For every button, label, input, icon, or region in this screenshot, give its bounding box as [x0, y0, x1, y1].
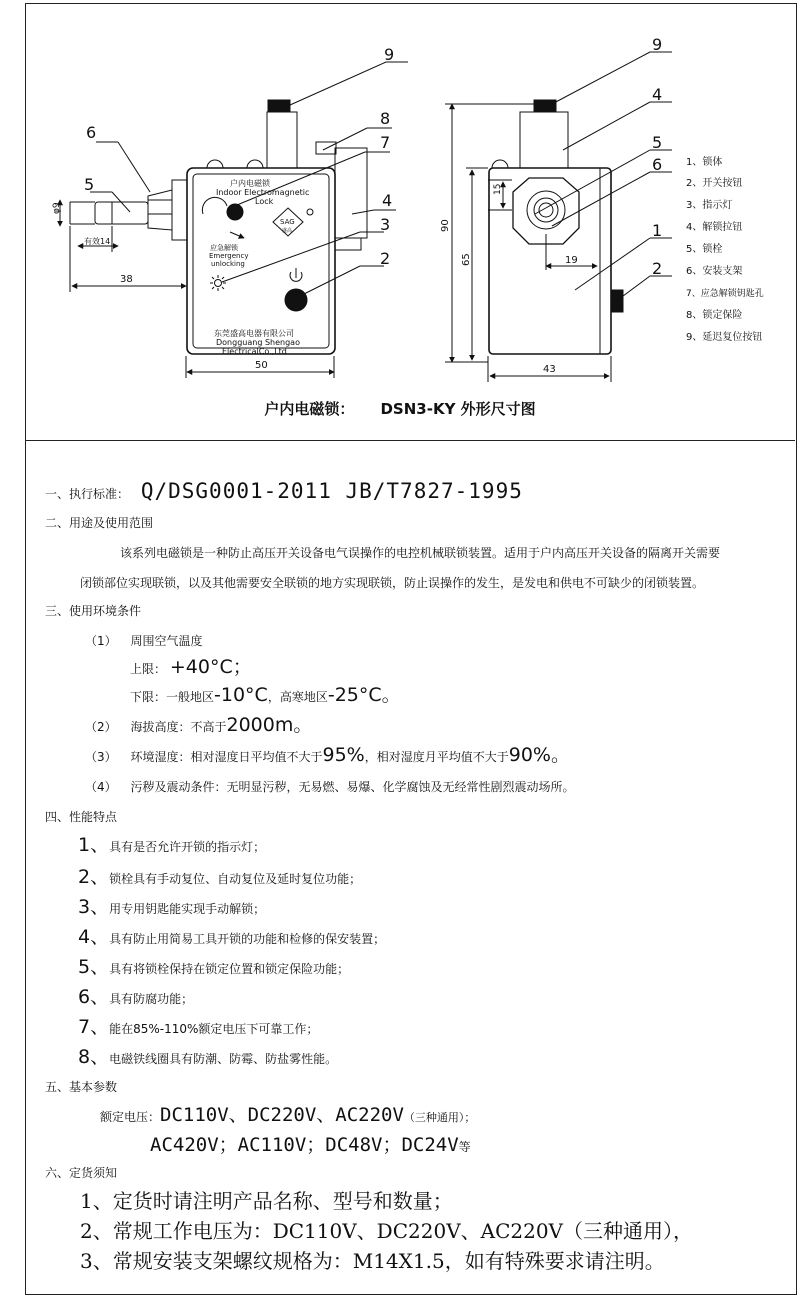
- standard-row: [45, 479, 523, 503]
- env-lower-v2: -25°C。: [327, 684, 401, 706]
- callout-5-front: 5: [84, 175, 95, 194]
- dim-65: 65: [461, 253, 472, 266]
- dim-14: 有效14: [84, 237, 111, 246]
- order-title: 六、定货须知: [45, 1166, 118, 1180]
- side-lock-body: [489, 168, 611, 354]
- logo-text: SAG: [280, 218, 295, 226]
- order-item-2: 2、常规工作电压为：DC110V、DC220V、AC220V（三种通用），: [80, 1219, 693, 1243]
- feature-num: 4、: [78, 926, 110, 948]
- maker-en1: Dongguang Shengao: [216, 338, 300, 347]
- reset-button-housing: [267, 112, 297, 168]
- feature-item: [78, 926, 386, 948]
- feature-item: [78, 986, 194, 1008]
- usage-para-2: 闭锁部位实现联锁，以及其他需要安全联锁的地方实现联锁，防止误操作的发生，是发电和供电不可缺少的闭锁装置。: [80, 576, 705, 590]
- section-divider: [25, 440, 795, 441]
- dim-50: 50: [255, 360, 268, 371]
- legend-item: 6、安装支架: [686, 266, 743, 277]
- env-temp-text: 周围空气温度: [130, 634, 203, 648]
- feature-text: 能在85%-110%额定电压下可靠工作；: [109, 1022, 319, 1036]
- legend-item: 7、应急解锁钥匙孔: [686, 289, 764, 299]
- usage-para-1: 该系列电磁锁是一种防止高压开关设备电气误操作的电控机械联锁装置。适用于户内高压开关设备的隔离开关需要: [120, 546, 721, 560]
- callout-4-front: 4: [382, 191, 393, 210]
- feature-item: [78, 834, 266, 856]
- order-item-3: 3、常规安装支架螺纹规格为：M14X1.5，如有特殊要求请注明。: [80, 1249, 665, 1273]
- dim-19: 19: [565, 255, 578, 266]
- env-humidity-row: [85, 744, 570, 766]
- env-lower-v1: -10°C: [214, 684, 268, 706]
- env-altitude-label: 海拔高度：不高于: [130, 720, 227, 734]
- legend-item: 8、锁定保险: [686, 310, 743, 321]
- feature-item: [78, 1016, 319, 1038]
- env-pollution-num: （4）: [85, 780, 117, 794]
- params-note: （三种通用）；: [403, 1111, 476, 1124]
- env-upper-label: 上限：: [130, 662, 167, 676]
- callout-6-side: 6: [652, 155, 663, 174]
- legend-item: 4、解锁拉钮: [686, 222, 743, 233]
- callout-7-front: 7: [380, 133, 391, 152]
- dim-phi9: φ9: [52, 202, 62, 214]
- parts-legend: [686, 155, 764, 343]
- front-side-box: [335, 148, 367, 238]
- legend-item: 5、锁栓: [686, 244, 723, 255]
- feature-item: [78, 956, 350, 978]
- logo-sub: 盛高: [282, 228, 293, 234]
- callout-9-side: 9: [652, 35, 663, 54]
- env-lower-row: [130, 684, 401, 706]
- feature-num: 5、: [78, 956, 110, 978]
- callout-2-side: 2: [652, 259, 663, 278]
- env-title: 三、使用环境条件: [45, 604, 142, 618]
- env-altitude-row: [85, 714, 313, 736]
- legend-item: 9、延迟复位按钮: [686, 332, 763, 343]
- feature-text: 具有防腐功能；: [109, 992, 194, 1006]
- feature-num: 8、: [78, 1046, 110, 1068]
- params-row-2: [150, 1134, 471, 1156]
- switch-button: [285, 289, 307, 311]
- unlock-en1: Emergency: [209, 252, 249, 260]
- callout-8-front: 8: [380, 109, 391, 128]
- lock-bolt: [95, 202, 148, 224]
- unlock-cn: 应急解锁: [210, 244, 238, 252]
- dim-38: 38: [120, 274, 133, 285]
- env-humidity-mid: ，相对湿度月平均值不大于: [364, 750, 509, 764]
- feature-item: [78, 866, 362, 888]
- plate-line2: Indoor Electromagnetic: [216, 188, 310, 197]
- plate-line3: Lock: [255, 197, 274, 206]
- params-voltages-1: DC110V、DC220V、AC220V: [160, 1104, 404, 1126]
- callout-9-front: 9: [384, 45, 395, 64]
- env-temp-num: （1）: [85, 634, 117, 648]
- env-pollution-text: 污秽及震动条件：无明显污秽，无易燃、易爆、化学腐蚀及无经常性剧烈震动场所。: [130, 780, 575, 794]
- env-humidity-label: 环境湿度：相对湿度日平均值不大于: [130, 750, 323, 764]
- dimension-drawing: [0, 0, 800, 440]
- callout-1-side: 1: [652, 221, 663, 240]
- callout-2-front: 2: [380, 249, 391, 268]
- dim-43: 43: [543, 364, 556, 375]
- feature-text: 具有防止用简易工具开锁的功能和检修的保安装置；: [109, 932, 386, 946]
- maker-en2: ElectricalCo.,Ltd: [222, 347, 287, 356]
- feature-text: 电磁铁线圈具有防潮、防霉、防盐雾性能。: [109, 1052, 338, 1066]
- feature-text: 具有是否允许开锁的指示灯；: [109, 840, 266, 854]
- env-pollution-row: [85, 780, 574, 794]
- params-title: 五、基本参数: [45, 1080, 118, 1094]
- callout-4-side: 4: [652, 85, 663, 104]
- feature-text: 锁栓具有手动复位、自动复位及延时复位功能；: [109, 872, 362, 886]
- legend-item: 1、锁体: [686, 157, 723, 168]
- dim-90: 90: [440, 219, 451, 232]
- env-altitude-value: 2000m。: [226, 714, 313, 736]
- maker-cn: 东莞盛高电器有限公司: [214, 329, 294, 338]
- env-altitude-num: （2）: [85, 720, 117, 734]
- legend-item: 2、开关按钮: [686, 178, 743, 189]
- dim-15: 15: [493, 183, 503, 195]
- env-temp-row: [85, 634, 202, 648]
- feature-text: 用专用钥匙能实现手动解锁；: [109, 902, 266, 916]
- env-upper-value: +40°C；: [169, 656, 252, 678]
- callout-5-side: 5: [652, 133, 663, 152]
- caption-right: DSN3-KY 外形尺寸图: [380, 400, 536, 418]
- env-lower-mid: ，高寒地区: [267, 690, 328, 704]
- callout-3-front: 3: [380, 215, 391, 234]
- feature-num: 7、: [78, 1016, 110, 1038]
- env-upper-row: [130, 656, 252, 678]
- drawing-caption: [0, 398, 800, 419]
- emergency-keyhole: [227, 204, 243, 220]
- env-humidity-v1: 95%: [322, 744, 365, 766]
- feature-num: 1、: [78, 834, 110, 856]
- standard-label: 一、执行标准：: [45, 487, 130, 501]
- features-title: 四、性能特点: [45, 810, 118, 824]
- feature-text: 具有将锁栓保持在锁定位置和锁定保险功能；: [109, 962, 350, 976]
- env-lower-label: 下限：一般地区: [130, 690, 215, 704]
- plate-line1: 户内电磁锁: [230, 179, 270, 188]
- mounting-bracket: [172, 180, 187, 240]
- legend-item: 3、指示灯: [686, 200, 733, 211]
- order-item-1: 1、定货时请注明产品名称、型号和数量；: [80, 1189, 453, 1213]
- params-row-1: [100, 1104, 476, 1126]
- params-label: 额定电压：: [100, 1110, 161, 1124]
- standard-value: Q/DSG0001-2011 JB/T7827-1995: [140, 479, 523, 503]
- env-humidity-v2: 90%。: [508, 744, 570, 766]
- feature-item: [78, 896, 266, 918]
- indicator-light-rays: [210, 275, 226, 291]
- callout-6-front: 6: [86, 123, 97, 142]
- params-voltages-2: AC420V；AC110V；DC48V；DC24V: [150, 1134, 459, 1156]
- feature-num: 3、: [78, 896, 110, 918]
- env-humidity-num: （3）: [85, 750, 117, 764]
- feature-num: 6、: [78, 986, 110, 1008]
- feature-num: 2、: [78, 866, 110, 888]
- feature-item: [78, 1046, 338, 1068]
- unlock-en2: unlocking: [211, 260, 245, 268]
- side-top-block: [520, 112, 568, 168]
- caption-left: 户内电磁锁：: [264, 400, 355, 418]
- usage-title: 二、用途及使用范围: [45, 516, 154, 530]
- params-end: 等: [458, 1140, 471, 1154]
